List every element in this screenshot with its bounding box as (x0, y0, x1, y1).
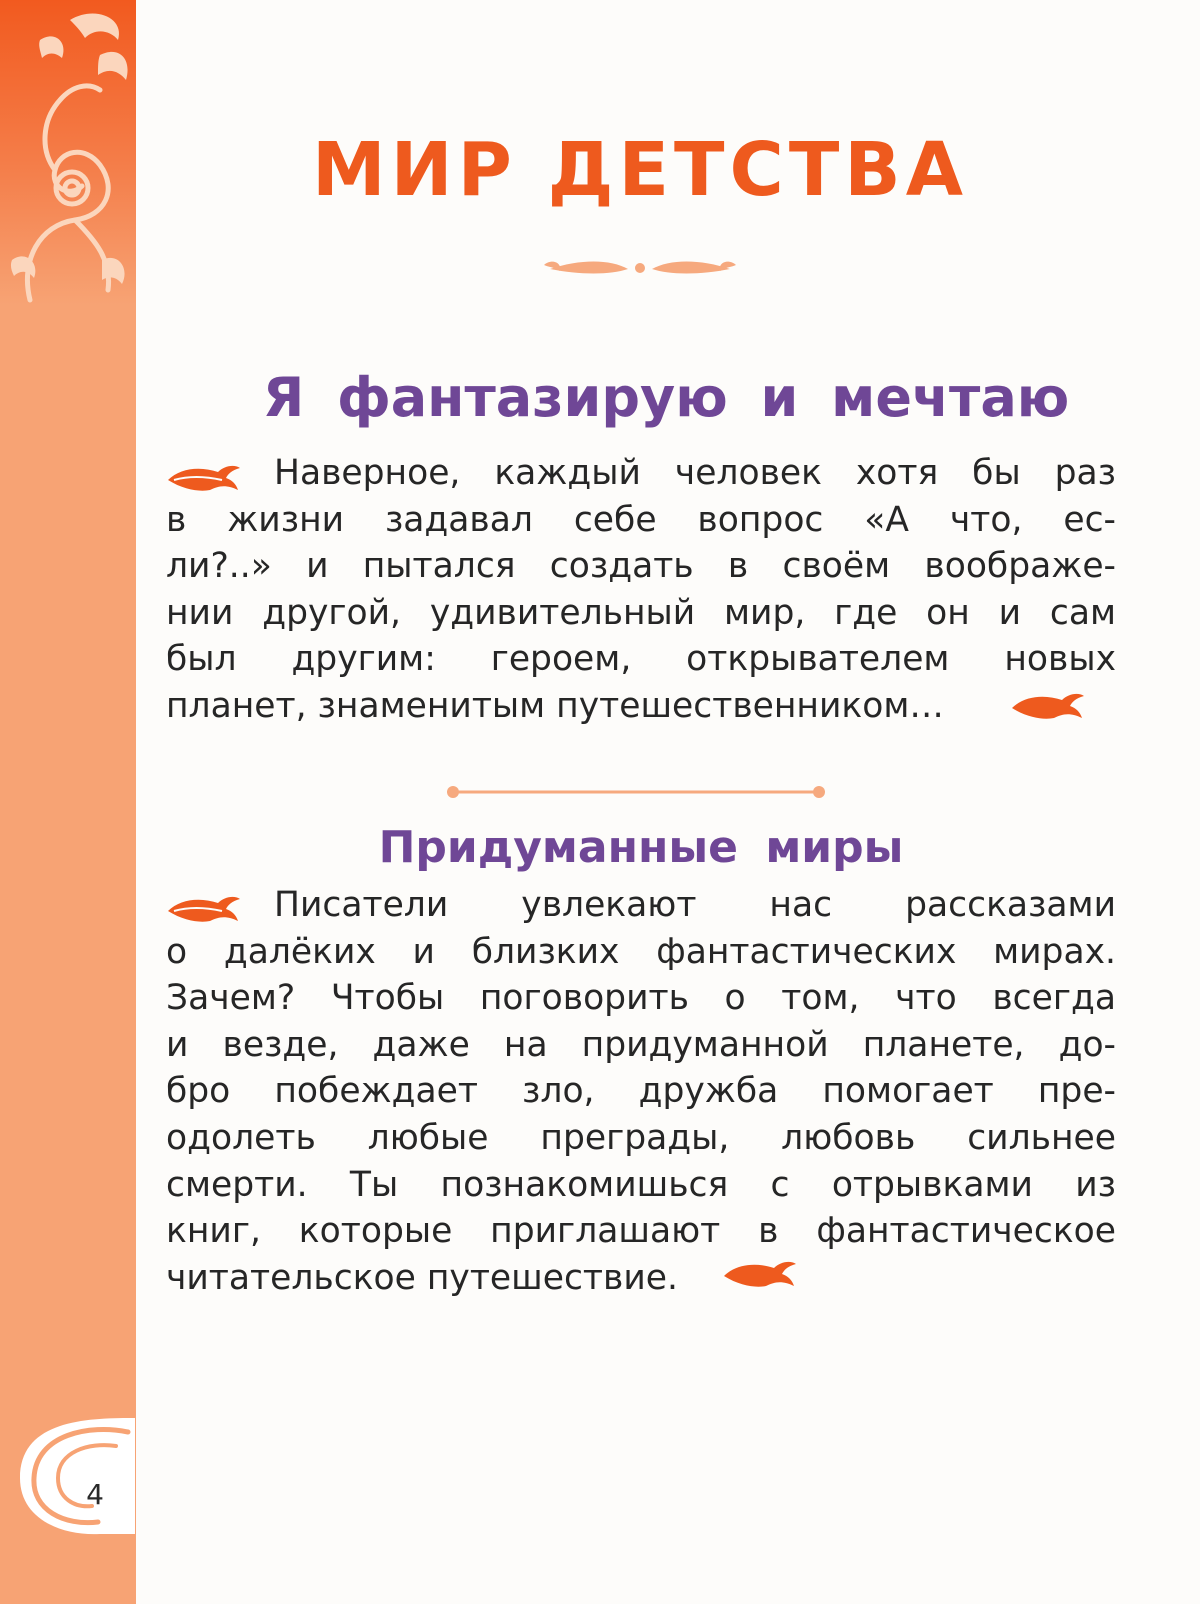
text-line: в жизни задавал себе вопрос «А что, ес- (166, 499, 1116, 540)
text-line: бро побеждает зло, дружба помогает пре- (166, 1071, 1116, 1112)
text-line: ли?..» и пытался создать в своём воображе- (166, 546, 1116, 587)
flourish-ornament-icon (0, 0, 136, 305)
text-line: планет, знаменитым путешественником… (166, 685, 944, 726)
leaf-bullet-icon (1010, 690, 1086, 722)
section-title: Я фантазирую и мечтаю (262, 366, 1070, 429)
paragraph-invented-worlds (166, 882, 1116, 1301)
flourish-ornament-icon (540, 255, 740, 285)
text-line: нии другой, удивительный мир, где он и сам (166, 592, 1116, 633)
swirl-ornament-icon (10, 1418, 140, 1536)
text-line: Зачем? Чтобы поговорить о том, что всегда (166, 978, 1116, 1019)
text-line: одолеть любые преграды, любовь сильнее (166, 1117, 1116, 1158)
page-number: 4 (86, 1478, 104, 1511)
text-line: о далёких и близких фантастических мирах. (166, 931, 1116, 972)
divider-icon (446, 785, 826, 799)
paragraph-intro (166, 450, 1116, 730)
text-line: смерти. Ты познакомишься с отрывками из (166, 1164, 1116, 1205)
text-line: и везде, даже на придуманной планете, до- (166, 1024, 1116, 1065)
text-line: читательское путешествие. (166, 1257, 678, 1298)
section-heading: Придуманные миры (378, 822, 904, 873)
page-title: МИР ДЕТСТВА (312, 127, 968, 213)
text-line: книг, которые приглашают в фантастическое (166, 1211, 1116, 1252)
text-line: был другим: героем, открывателем новых (166, 639, 1116, 680)
text-line: Наверное, каждый человек хотя бы раз (274, 453, 1116, 493)
text-line: Писатели увлекают нас рассказами (274, 885, 1116, 925)
leaf-bullet-icon (722, 1258, 798, 1290)
